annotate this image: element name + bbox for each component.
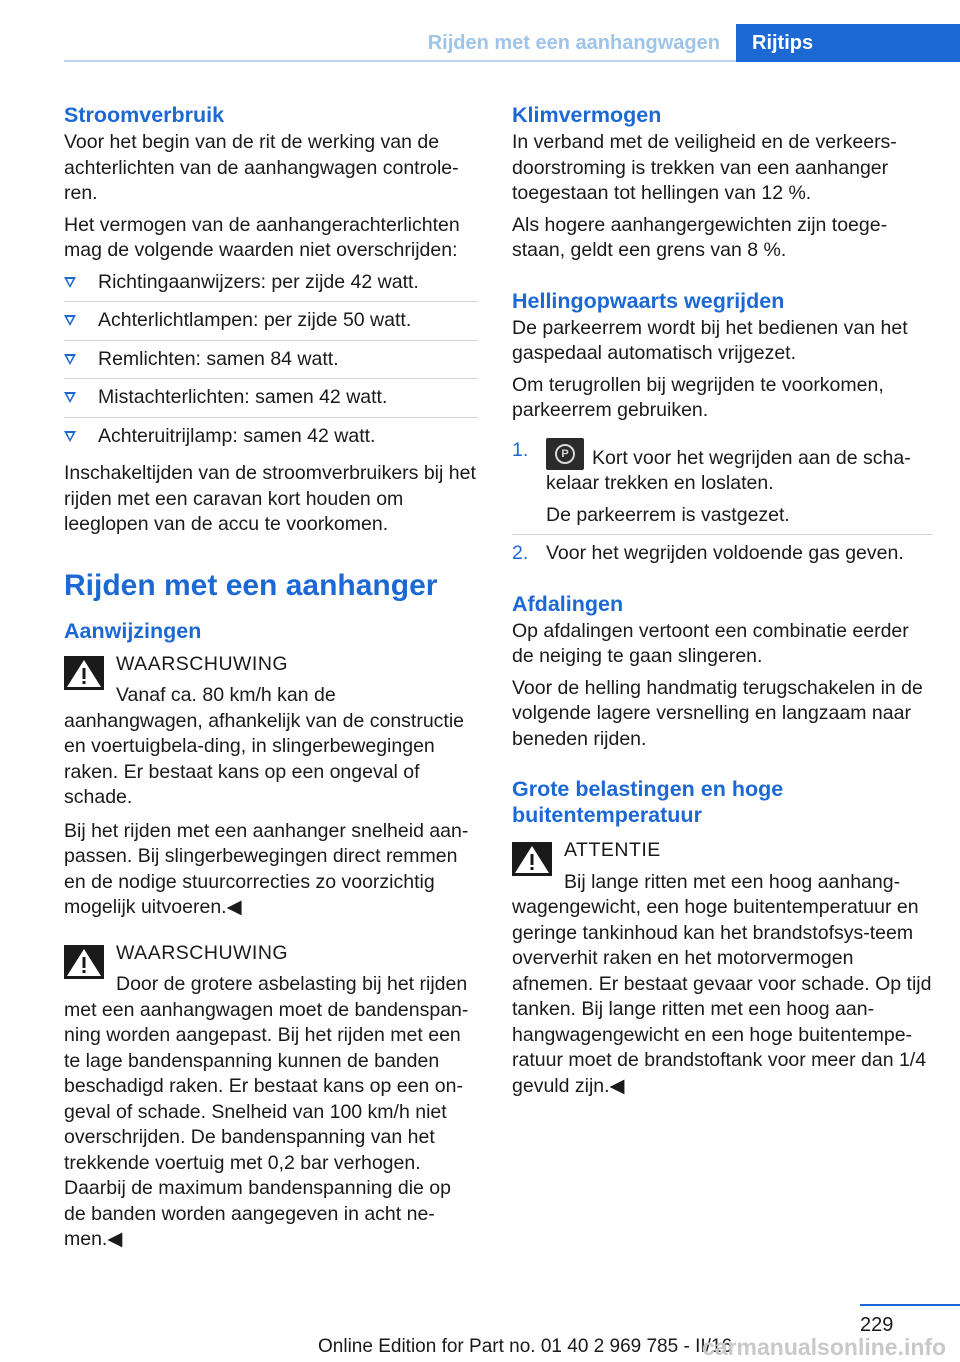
watermark: carmanualsonline.info — [702, 1334, 947, 1360]
triangle-bullet-icon — [64, 277, 76, 288]
header-chapter-tab: Rijtips — [736, 24, 960, 62]
right-column — [512, 102, 932, 1099]
paragraph: De parkeerrem wordt bij het bedienen van het gaspedaal automatisch vrijgezet. — [512, 316, 908, 364]
heading-afdalingen: Afdalingen — [512, 591, 624, 616]
parking-brake-button-icon: P — [546, 438, 584, 470]
footer-rule — [860, 1304, 960, 1306]
warning-text: Bij het rijden met een aanhanger snelheid aan‐passen. Bij slingerbewegingen direct remmen en de nodige stuurcorrecties zo voorzichtig mogelijk uitvoeren.◀ — [64, 819, 469, 918]
heading-klimvermogen: Klimvermogen — [512, 103, 662, 127]
warning-triangle-icon — [64, 945, 104, 979]
heading-hellingopwaarts: Hellingopwaarts wegrijden — [512, 288, 785, 313]
step-number: 1. — [512, 438, 529, 461]
warning-block — [64, 941, 478, 1253]
steps-list — [512, 438, 932, 573]
paragraph: Op afdalingen vertoont een combinatie eerder de neiging te gaan slingeren. — [512, 619, 909, 667]
warning-text: Bij lange ritten met een hoog aanhang‐wagengewicht, een hoge buitentemperatuur en geringe tankinhoud kan het brandstofsys‐teem oververhit raken en het motorvermogen afnemen. Er bestaat gevaar voor schade. Op tijd tanken. Bij lange ritten met een hoog aan‐hangwagengewicht en een hoge buitentempe‐ratuur moet de brandstoftank voor meer dan 1/4 gevuld zijn.◀ — [512, 870, 932, 1097]
list-item: Remlichten: samen 84 watt. — [64, 347, 478, 380]
list-item: Achteruitrijlamp: samen 42 watt. — [64, 424, 478, 456]
bulb-limits-list — [64, 270, 478, 456]
heading-aanwijzingen: Aanwijzingen — [64, 618, 202, 643]
list-item — [512, 438, 932, 536]
triangle-bullet-icon — [64, 392, 76, 403]
step-text: Voor het wegrijden voldoende gas geven. — [546, 542, 904, 564]
list-item: Richtingaanwijzers: per zijde 42 watt. — [64, 270, 478, 303]
warning-label: ATTENTIE — [564, 839, 661, 861]
step-text: Kort voor het wegrijden aan de scha‐kelaar trekken en loslaten. — [546, 446, 911, 494]
list-item — [512, 541, 932, 573]
warning-block — [512, 838, 932, 1099]
paragraph: Het vermogen van de aanhangerachterlichten mag de volgende waarden niet overschrijden: — [64, 213, 460, 261]
list-item: Achterlichtlampen: per zijde 50 watt. — [64, 308, 478, 341]
warning-text: Vanaf ca. 80 km/h kan de aanhangwagen, afhankelijk van de constructie en voertuigbela‐ding, in slingerbewegingen raken. Er bestaat kans op een ongeval of schade. — [64, 684, 465, 808]
triangle-bullet-icon — [64, 315, 76, 326]
step-result: De parkeerrem is vastgezet. — [546, 503, 790, 526]
paragraph: Voor de helling handmatig terugschakelen in de volgende lagere versnelling en langzaam naar beneden rijden. — [512, 676, 923, 750]
warning-text: Door de grotere asbelasting bij het rijden met een aanhangwagen moet de bandenspan‐ning worden aangepast. Bij het rijden met een te lage bandenspanning kunnen de banden beschadigd raken. Er bestaat kans op een on‐geval of schade. Snelheid van 100 km/h niet overschrijden. De bandenspanning van het trekkende voertuig met 0,2 bar verhogen. Daarbij de maximum bandenspanning die op de banden worden aangegeven in acht ne‐men.◀ — [64, 973, 469, 1250]
paragraph: Als hogere aanhangergewichten zijn toege‐staan, geldt een grens van 8 %. — [512, 213, 888, 261]
heading-stroomverbruik: Stroomverbruik — [64, 103, 225, 127]
step-number: 2. — [512, 542, 529, 564]
warning-triangle-icon — [512, 842, 552, 876]
heading-belasting: Grote belastingen en hoge buitentemperatuur — [512, 777, 784, 827]
warning-label: WAARSCHUWING — [116, 652, 289, 675]
edition-note: Online Edition for Part no. 01 40 2 969 785 - II/16 — [318, 1336, 733, 1357]
warning-block — [64, 652, 478, 921]
paragraph: Om terugrollen bij wegrijden te voorkomen, parkeerrem gebruiken. — [512, 373, 884, 421]
warning-triangle-icon — [64, 656, 104, 690]
warning-label: WAARSCHUWING — [116, 941, 289, 964]
section-title: Rijden met een aanhanger — [64, 568, 438, 602]
triangle-bullet-icon — [64, 431, 76, 442]
paragraph: Voor het begin van de rit de werking van de achterlichten van de aanhangwagen controle‐ren. — [64, 131, 459, 204]
page-number: 229 — [860, 1314, 894, 1336]
header-section-title: Rijden met een aanhangwagen — [427, 32, 720, 54]
paragraph: Inschakeltijden van de stroomverbruikers bij het rijden met een caravan kort houden om leeglopen van de accu te voorkomen. — [64, 462, 476, 535]
left-column — [64, 102, 478, 1253]
paragraph: In verband met de veiligheid en de verkeers‐doorstroming is trekken van een aanhanger toegestaan tot hellingen van 12 %. — [512, 131, 897, 204]
triangle-bullet-icon — [64, 354, 76, 365]
list-item: Mistachterlichten: samen 42 watt. — [64, 385, 478, 418]
